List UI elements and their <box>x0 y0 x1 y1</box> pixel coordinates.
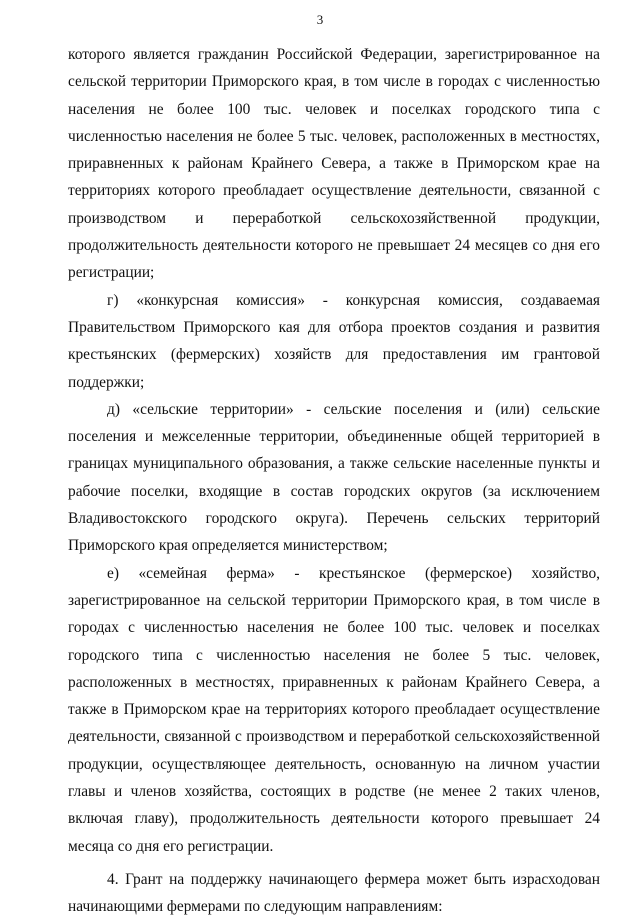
paragraph-e-family-farm: е) «семейная ферма» - крестьянское (фермерское) хозяйство, зарегистрированное на сельской территории Приморского края, в том числе в городах с численностью населения не более 100 тыс. человек и поселках городского типа с численностью населения не более 5 тыс. человек, расположенных в местностях, приравненных к районам Крайнего Севера, а также в Приморском крае на территориях которого преобладает осуществление деятельности, связанной с производством и переработкой сельскохозяйственной продукции, осуществляющее деятельность, основанную на личном участии главы и членов хозяйства, состоящих в родстве (не менее 2 таких членов, включая главу), продолжительность деятельности которого превышает 24 месяца со дня его регистрации. <box>68 564 600 855</box>
page-number: 3 <box>316 12 324 27</box>
paragraph-4-grant-directions: 4. Грант на поддержку начинающего фермера может быть израсходован начинающими фермерами по следующим направлениям: <box>68 870 600 916</box>
paragraph-continuation: которого является гражданин Российской Федерации, зарегистрированное на сельской территории Приморского края, в том числе в городах с численностью населения не более 100 тыс. человек и поселках городского типа с численностью населения не более 5 тыс. человек, расположенных в местностях, приравненных к районам Крайнего Севера, а также в Приморском крае на территориях которого преобладает осуществление деятельности, связанной с производством и переработкой сельскохозяйственной продукции, продолжительность деятельности которого не превышает 24 месяцев со дня его регистрации; <box>68 46 600 282</box>
document-body <box>68 41 600 921</box>
paragraph-d-rural-territories: д) «сельские территории» - сельские поселения и (или) сельские поселения и межселенные территории, объединенные общей территорией в границах муниципального образования, а также сельские населенные пункты и рабочие поселки, входящие в состав городских округов (за исключением Владивостокского городского округа). Перечень сельских территорий Приморского края определяется министерством; <box>68 400 600 555</box>
paragraph-g-competition-commission: г) «конкурсная комиссия» - конкурсная комиссия, создаваемая Правительством Приморского кая для отбора проектов создания и развития крестьянских (фермерских) хозяйств для предоставления им грантовой поддержки; <box>68 291 600 391</box>
